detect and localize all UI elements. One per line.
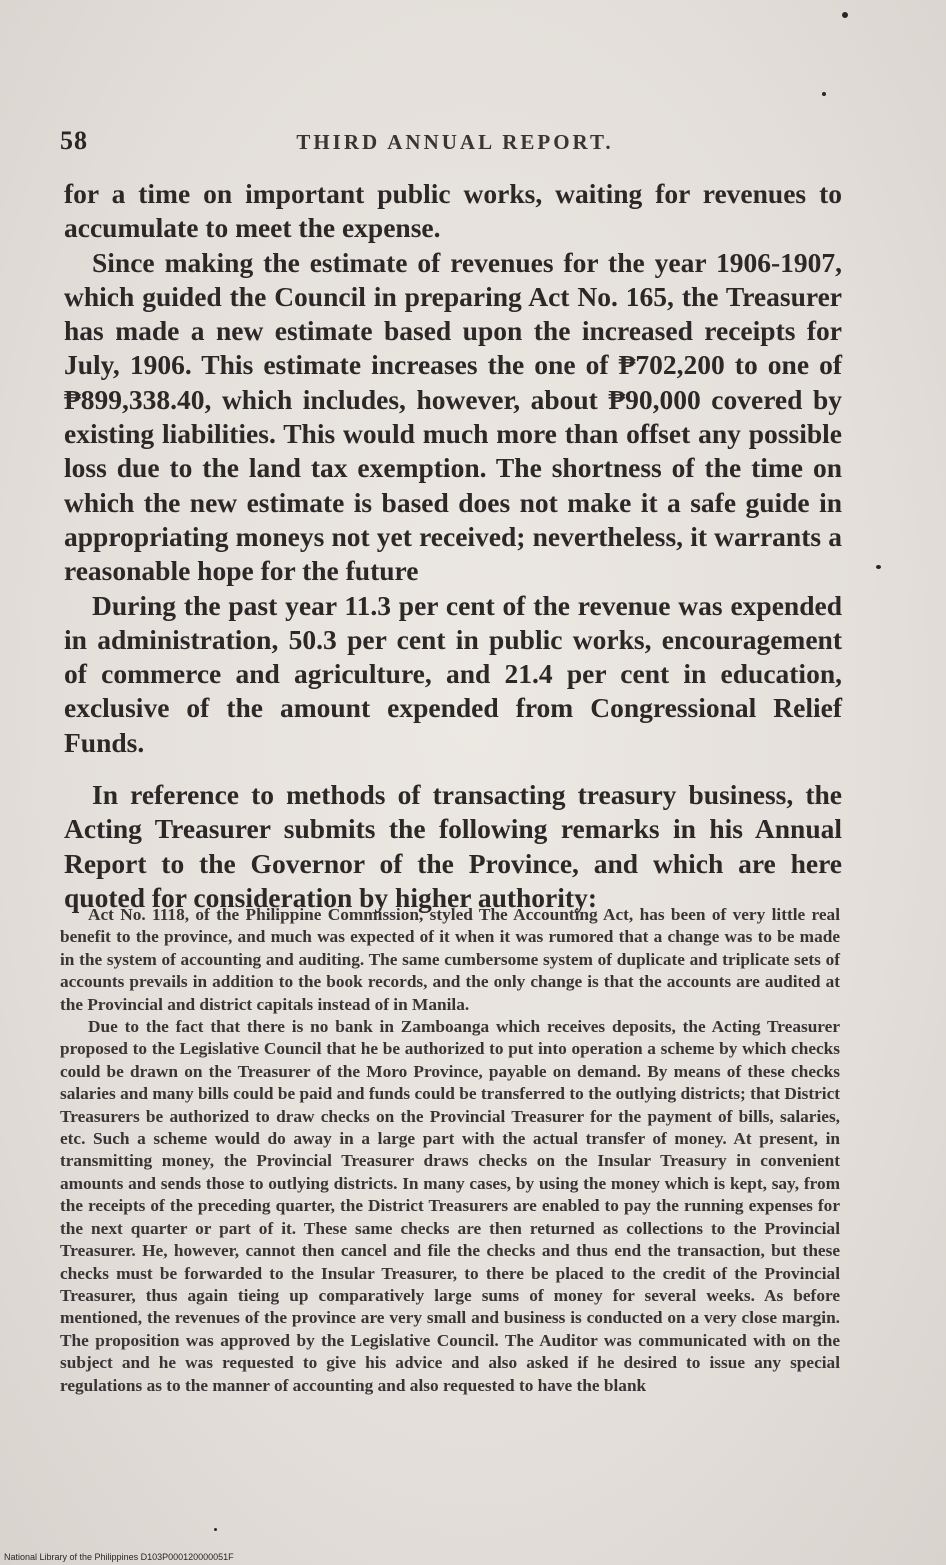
quote-paragraph-accounting-act: Act No. 1118, of the Philippine Commission, styled The Accounting Act, has been of very little real benefit to the province, and much was expected of it when it was rumored that a change was to be made in the system of accounting and auditing. The same cumbersome system of duplicate and triplicate sets of accounts prevails in addition to the book records, and the only change is that the accounts are audited at the Provincial and district capitals instead of in Manila. — [60, 905, 840, 1014]
paragraph-revenue-estimate: Since making the estimate of revenues for the year 1906-1907, which guided the Council in preparing Act No. 165, the Treasurer has made a new estimate based upon the increased receipts for July, 1906. This estimate increases the one of ₱702,200 to one of ₱899,338.40, which includes, however, about ₱90,000 covered by existing liabilities. This would much more than offset any possible loss due to the land tax exemption. The shortness of the time on which the new estimate is based does not make it a safe guide in appropriating moneys not yet received; nevertheless, it warrants a reasonable hope for the future — [64, 246, 842, 587]
page-header — [60, 126, 850, 160]
quote-paragraph-checks-scheme: Due to the fact that there is no bank in Zamboanga which receives deposits, the Acting Treasurer proposed to the Legislative Council that he be authorized to put into operation a scheme by which checks could be drawn on the Treasurer of the Moro Province, payable on demand. By means of these checks salaries and many bills could be paid and funds could be transferred to the outlying districts; that District Treasurers be authorized to draw checks on the Provincial Treasurer for the payment of bills, salaries, etc. Such a scheme would do away in a large part with the actual transfer of money. At present, in transmitting money, the Provincial Treasurer draws checks on the Insular Treasury in convenient amounts and sends those to outlying districts. In many cases, by using the money which is kept, say, from the receipts of the preceding quarter, the District Treasurers are enabled to pay the running expenses for the next quarter or part of it. These same checks are then returned as collections to the Provincial Treasurer. He, however, cannot then cancel and file the checks and thus end the transaction, but these checks must be forwarded to the Insular Treasurer, to there be placed to the credit of the Provincial Treasurer, thus again tieing up comparatively large sums of money for several weeks. As before mentioned, the revenues of the province are very small and business is conducted on a very close margin. The proposition was approved by the Legislative Council. The Auditor was communicated with on the subject and he was requested to give his advice and also asked if he desired to issue any special regulations as to the manner of accounting and also requested to have the blank — [60, 1017, 840, 1395]
ink-speck — [842, 12, 848, 18]
paragraph-treasury-methods: In reference to methods of transacting treasury business, the Acting Treasurer submits the following remarks in his Annual Report to the Governor of the Province, and which are here quoted for consideration by higher authority: — [64, 779, 842, 913]
page-number: 58 — [60, 126, 88, 155]
ink-speck — [214, 1528, 217, 1531]
running-head: THIRD ANNUAL REPORT. — [296, 130, 614, 154]
scan-footer: National Library of the Philippines D103P000120000051F — [4, 1552, 234, 1562]
quoted-remarks — [60, 904, 840, 1397]
paragraph-continuation: for a time on important public works, waiting for revenues to accumulate to meet the expense. — [64, 178, 842, 244]
ink-speck — [822, 92, 826, 96]
paragraph-expenditure: During the past year 11.3 per cent of the revenue was expended in administration, 50.3 per cent in public works, encouragement of commerce and agriculture, and 21.4 per cent in education, exclusive of the amount expended from Congressional Relief Funds. — [64, 589, 842, 758]
body-text — [64, 177, 842, 915]
ink-speck — [876, 565, 881, 569]
